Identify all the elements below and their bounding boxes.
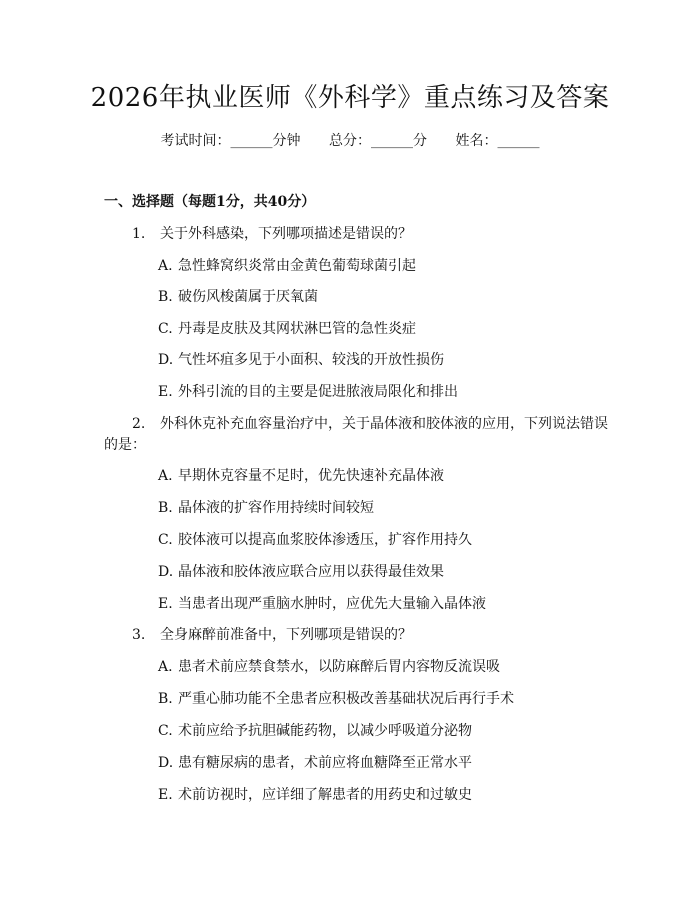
- option-text: 急性蜂窝织炎常由金黄色葡萄球菌引起: [178, 258, 416, 274]
- q3-option-a: [158, 657, 500, 677]
- q1-option-a: [158, 256, 416, 276]
- option-text: 胶体液可以提高血浆胶体渗透压，扩容作用持久: [178, 532, 472, 548]
- option-text: 严重心肺功能不全患者应积极改善基础状况后再行手术: [178, 691, 514, 707]
- question-stem-line1: 外科休克补充血容量治疗中，关于晶体液和胶体液的应用，下列说法错误: [160, 416, 608, 432]
- option-text: 丹毒是皮肤及其网状淋巴管的急性炎症: [178, 321, 416, 337]
- option-letter: C.: [158, 723, 173, 739]
- question-number: 1.: [132, 226, 146, 242]
- option-text: 气性坏疽多见于小面积、较浅的开放性损伤: [178, 352, 444, 368]
- student-name: 姓名：______: [455, 133, 540, 149]
- option-text: 术前应给予抗胆碱能药物，以减少呼吸道分泌物: [178, 723, 472, 739]
- option-letter: A.: [158, 659, 173, 675]
- q2-option-c: [158, 530, 472, 550]
- exam-time: 考试时间：______分钟: [160, 133, 301, 149]
- question-number: 2.: [132, 416, 146, 432]
- option-letter: C.: [158, 532, 173, 548]
- option-letter: B.: [158, 500, 173, 516]
- document-title: 2026年执业医师《外科学》重点练习及答案: [90, 83, 610, 113]
- question-stem: 关于外科感染，下列哪项描述是错误的？: [160, 226, 412, 242]
- option-letter: D.: [158, 564, 174, 580]
- option-letter: E.: [158, 384, 173, 400]
- question-number: 3.: [132, 627, 146, 643]
- q1-option-c: [158, 319, 416, 339]
- q3-option-c: [158, 721, 472, 741]
- total-score: 总分：______分: [329, 133, 427, 149]
- exam-info: [0, 131, 700, 151]
- option-letter: E.: [158, 787, 173, 803]
- section-title: 一、选择题（每题1分，共40分）: [104, 194, 316, 210]
- q2-option-b: [158, 498, 374, 518]
- option-text: 术前访视时，应详细了解患者的用药史和过敏史: [178, 787, 472, 803]
- option-letter: D.: [158, 352, 174, 368]
- option-text: 患有糖尿病的患者，术前应将血糖降至正常水平: [178, 755, 472, 771]
- option-letter: C.: [158, 321, 173, 337]
- question-2-continuation: [104, 435, 146, 455]
- q1-option-d: [158, 350, 444, 370]
- option-letter: B.: [158, 289, 173, 305]
- q3-option-d: [158, 753, 472, 773]
- q1-option-e: [158, 382, 458, 402]
- q3-option-e: [158, 785, 472, 805]
- q1-option-b: [158, 287, 318, 307]
- option-letter: A.: [158, 258, 173, 274]
- q2-option-a: [158, 466, 444, 486]
- option-text: 晶体液的扩容作用持续时间较短: [178, 500, 374, 516]
- option-text: 破伤风梭菌属于厌氧菌: [178, 289, 318, 305]
- option-text: 外科引流的目的主要是促进脓液局限化和排出: [178, 384, 458, 400]
- option-text: 早期休克容量不足时，优先快速补充晶体液: [178, 468, 444, 484]
- q3-option-b: [158, 689, 514, 709]
- q2-option-e: [158, 594, 486, 614]
- option-letter: A.: [158, 468, 173, 484]
- question-3: [132, 625, 412, 645]
- option-text: 晶体液和胶体液应联合应用以获得最佳效果: [178, 564, 444, 580]
- option-text: 患者术前应禁食禁水，以防麻醉后胃内容物反流误吸: [178, 659, 500, 675]
- option-letter: E.: [158, 596, 173, 612]
- q2-option-d: [158, 562, 444, 582]
- question-stem: 全身麻醉前准备中，下列哪项是错误的？: [160, 627, 412, 643]
- question-1: [132, 224, 412, 244]
- option-text: 当患者出现严重脑水肿时，应优先大量输入晶体液: [178, 596, 486, 612]
- question-2: [132, 414, 608, 434]
- question-stem-line2: 的是：: [104, 437, 146, 453]
- option-letter: B.: [158, 691, 173, 707]
- option-letter: D.: [158, 755, 174, 771]
